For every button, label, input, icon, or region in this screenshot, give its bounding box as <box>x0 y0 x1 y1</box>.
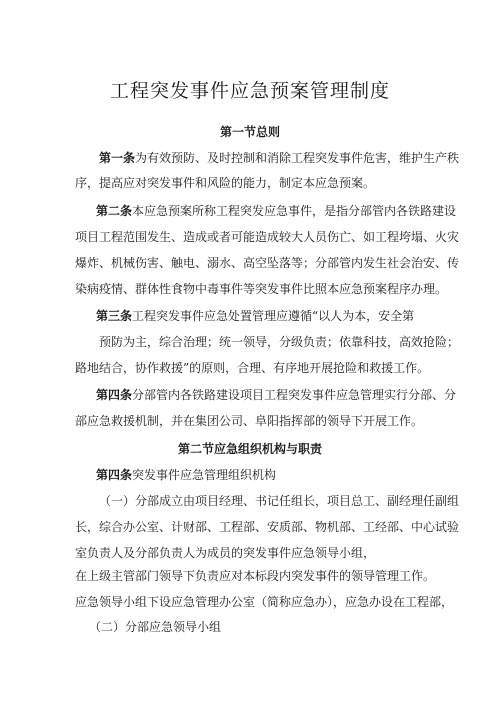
section-heading-organization: 第二节应急组织机构与职责 <box>177 442 322 456</box>
article-3-line-3: 路地结合，协作救援”的原则，合理、有序地开展抢险和救援工作。 <box>75 361 430 375</box>
article-2-text: 本应急预案所称工程突发应急事件，是指分部管内各铁路建设 <box>132 204 457 218</box>
article-1-text: 为有效预防、及时控制和消除工程突发事件危害，维护生产秩 <box>135 151 460 165</box>
article-4-text: 分部管内各铁路建设项目工程突发事件应急管理实行分部、分 <box>132 388 457 402</box>
item-2-line-1: （二）分部应急领导小组 <box>89 620 222 634</box>
item-1-line-5: 应急领导小组下设应急管理办公室（简称应急办），应急办设在工程部， <box>75 595 454 609</box>
article-3-line-1 <box>96 308 414 324</box>
item-1-line-4: 在上级主管部门领导下负责应对本标段内突发事件的领导管理工作。 <box>75 569 436 583</box>
article-1-line-1 <box>99 150 459 166</box>
article-2-line-4: 染病疫情、群体性食物中毒事件等突发事件比照本应急预案程序办理。 <box>75 282 448 296</box>
article-2-line-1 <box>96 203 456 219</box>
article-1-line-2: 序，提高应对突发事件和风险的能力，制定本应急预案。 <box>75 176 376 190</box>
item-1-line-1: （一）分部成立由项目经理、书记任组长，项目总工、副经理任副组 <box>99 494 460 508</box>
article-2-line-2: 项目工程范围发生、造成或者可能造成较大人员伤亡、如工程垮塌、火灾 <box>75 230 460 244</box>
article-2-label: 第二条 <box>96 204 133 218</box>
article-2-line-3: 爆炸、机械伤害、触电、溺水、高空坠落等；分部管内发生社会治安、传 <box>75 256 460 270</box>
article-4-line-2: 部应急救援机制，并在集团公司、阜阳指挥部的领导下开展工作。 <box>75 414 424 428</box>
article-4-line-1 <box>96 387 456 403</box>
item-1-line-3: 室负责人及分部负责人为成员的突发事件应急领导小组， <box>75 546 376 560</box>
article-3-label: 第三条 <box>96 309 133 323</box>
document-title: 工程突发事件应急预案管理制度 <box>109 80 390 102</box>
section-2-article-4-text: 突发事件应急管理组织机构 <box>132 468 277 482</box>
section-2-article-4-label: 第四条 <box>96 468 133 482</box>
article-3-text: 工程突发事件应急处置管理应遵循“以人为本，安全第 <box>132 309 415 323</box>
article-3-line-2: 预防为主，综合治理；统一领导，分级负责；依靠科技，高效抢险； <box>99 335 460 349</box>
article-1-label: 第一条 <box>99 151 136 165</box>
section-2-article-4-line-1 <box>96 467 276 483</box>
article-4-label: 第四条 <box>96 388 133 402</box>
item-1-line-2: 长，综合办公室、计财部、工程部、安质部、物机部、工经部、中心试验 <box>75 520 460 534</box>
section-heading-general: 第一节总则 <box>219 125 280 139</box>
